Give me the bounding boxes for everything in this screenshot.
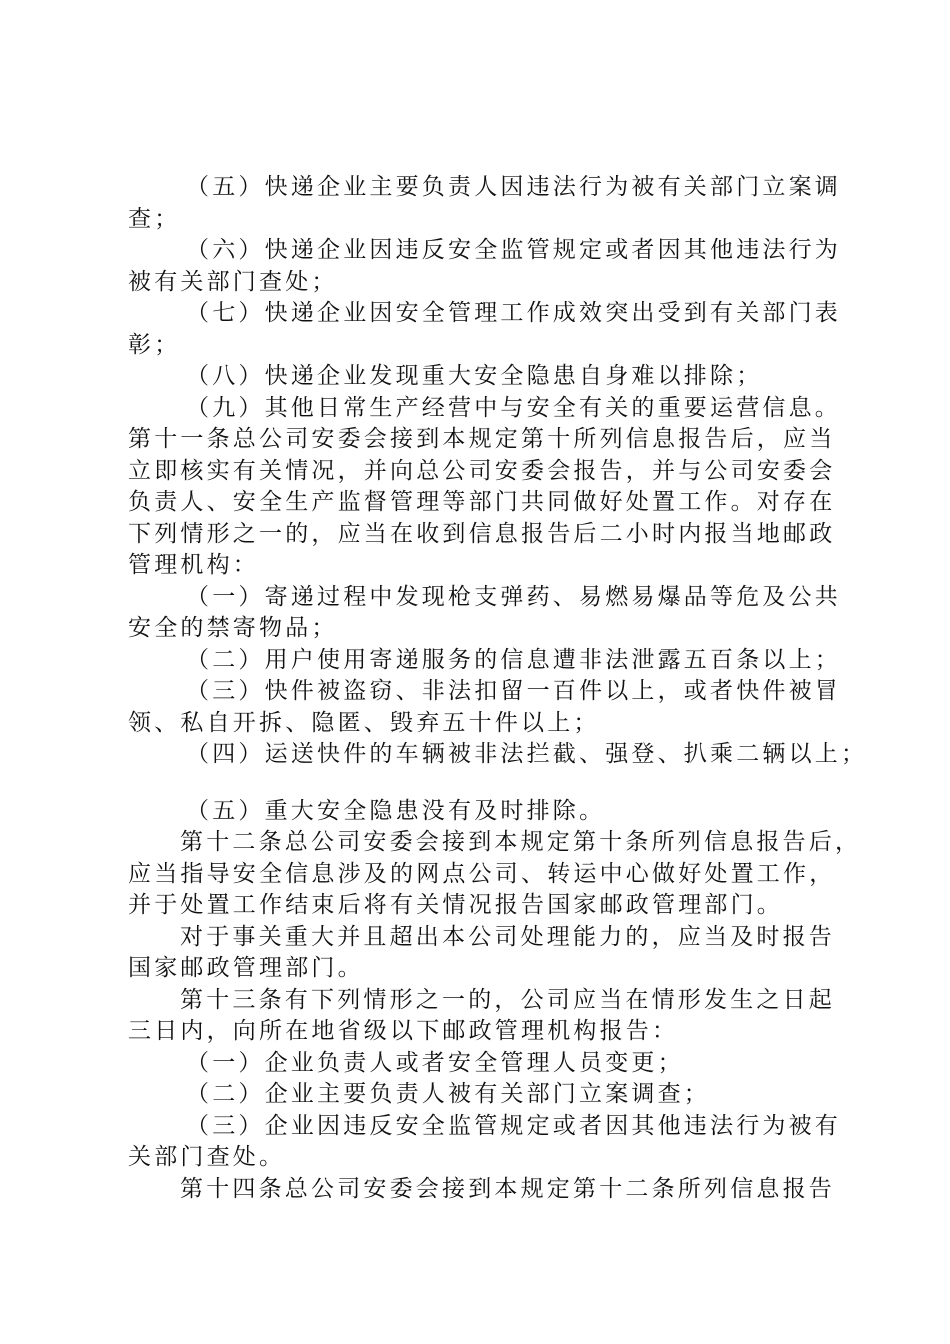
text-line: （一）寄递过程中发现枪支弹药、易燃易爆品等危及公共	[186, 583, 841, 610]
text-line: 安全的禁寄物品；	[128, 615, 338, 641]
text-line: （二）企业主要负责人被有关部门立案调查；	[186, 1081, 710, 1107]
text-line: 管理机构：	[128, 552, 259, 578]
text-line: 对于事关重大并且超出本公司处理能力的，应当及时报告	[180, 923, 835, 950]
text-line: 三日内，向所在地省级以下邮政管理机构报告：	[128, 1018, 679, 1044]
text-line: 应当指导安全信息涉及的网点公司、转运中心做好处置工作，	[128, 860, 836, 887]
paragraph-gap	[128, 771, 836, 796]
text-line: 负责人、安全生产监督管理等部门共同做好处置工作。对存在	[128, 489, 836, 515]
text-line: （五）快递企业主要负责人因违法行为被有关部门立案调	[186, 174, 841, 200]
text-line: （七）快递企业因安全管理工作成效突出受到有关部门表	[186, 300, 841, 326]
text-line: 关部门查处。	[128, 1144, 286, 1170]
text-line: （三）快件被盗窃、非法扣留一百件以上，或者快件被冒	[186, 678, 841, 704]
text-line: （九）其他日常生产经营中与安全有关的重要运营信息。	[186, 394, 841, 421]
text-line: （二）用户使用寄递服务的信息遭非法泄露五百条以上；	[186, 646, 841, 673]
text-line: 彰；	[128, 331, 181, 358]
document-body	[128, 172, 868, 1205]
text-line: 查；	[128, 205, 181, 232]
text-line: （四）运送快件的车辆被非法拦截、强登、扒乘二辆以上；	[186, 741, 868, 767]
text-line: 第十四条总公司安委会接到本规定第十二条所列信息报告	[180, 1175, 835, 1202]
text-line: 国家邮政管理部门。	[128, 955, 364, 981]
text-line: （五）重大安全隐患没有及时排除。	[186, 797, 606, 824]
text-line: 第十二条总公司安委会接到本规定第十条所列信息报告后，	[180, 829, 862, 855]
text-line: （三）企业因违反安全监管规定或者因其他违法行为被有	[186, 1112, 841, 1139]
text-line: 第十三条有下列情形之一的，公司应当在情形发生之日起	[180, 986, 835, 1013]
text-line: 被有关部门查处；	[128, 268, 338, 295]
text-line: 并于处置工作结束后将有关情况报告国家邮政管理部门。	[128, 892, 783, 918]
text-line: 领、私自开拆、隐匿、毁弃五十件以上；	[128, 709, 600, 736]
text-line: （八）快递企业发现重大安全隐患自身难以排除；	[186, 363, 763, 389]
text-line: 下列情形之一的，应当在收到信息报告后二小时内报当地邮政	[128, 520, 836, 547]
text-line: （六）快递企业因违反安全监管规定或者因其他违法行为	[186, 237, 841, 263]
text-line: 立即核实有关情况，并向总公司安委会报告，并与公司安委会	[128, 457, 836, 484]
text-line: 第十一条总公司安委会接到本规定第十所列信息报告后，应当	[128, 426, 836, 452]
text-line: （一）企业负责人或者安全管理人员变更；	[186, 1049, 684, 1076]
